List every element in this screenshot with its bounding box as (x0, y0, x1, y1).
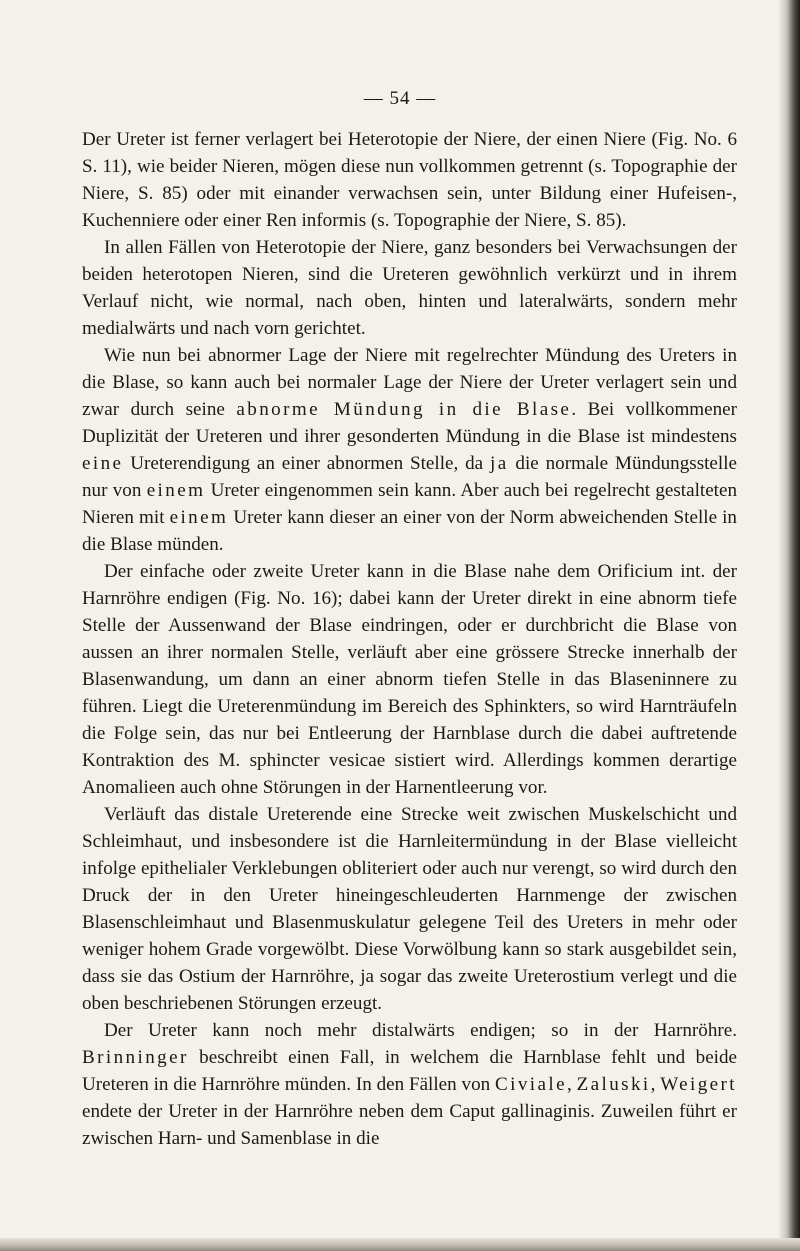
text-run: beschreibt einen Fall, in welchem die Harnblase fehlt und beide Ureteren in die Harnröhre münden. In den Fällen von (82, 1047, 737, 1095)
emphasized-text: einem (169, 507, 229, 528)
text-run: Ureter kann dieser an einer von der Norm abweichenden Stelle in die Blase münden. (82, 507, 737, 555)
page-number: — 54 — (363, 88, 437, 109)
emphasized-text: Zaluski (576, 1074, 651, 1095)
emphasized-text: abnorme Mündung in die Blase (236, 399, 572, 420)
text-run: die normale Mündungsstelle nur von (82, 453, 737, 501)
text-run: Ureter eingenommen sein kann. Aber auch bei regelrecht gestalteten Nieren mit (82, 480, 738, 528)
emphasized-text: einem (146, 480, 206, 501)
paragraph (82, 234, 737, 342)
paragraph (82, 342, 737, 558)
paragraph (82, 1017, 737, 1152)
text-run: Der einfache oder zweite Ureter kann in die Blase nahe dem Orificium int. der Harnröhre endigen (Fig. No. 16); dabei kann der Ureter direkt in eine abnorm tiefe Stelle der Aussenwand der Blase eindringen, oder er durchbricht die Blase von aussen an ihrer normalen Stelle, verläuft aber eine grössere Strecke innerhalb der Blasenwandung, um dann an einer abnorm tiefen Stelle in das Blaseninnere zu führen. Liegt die Ureterenmündung im Bereich des Sphinkters, so wird Harnträufeln die Folge sein, das nur bei Entleerung der Harnblase durch die dabei auftretende Kontraktion des M. sphincter vesicae sistiert wird. Allerdings kommen derartige Anomalieen auch ohne Störungen in der Harnentleerung vor. (82, 561, 737, 798)
binding-edge-shadow (778, 0, 800, 1251)
text-run: endete der Ureter in der Harnröhre neben dem Caput gallinaginis. Zuweilen führt er zwischen Harn- und Samenblase in die (82, 1101, 737, 1149)
paragraph (82, 801, 737, 1017)
paragraph (82, 126, 737, 234)
emphasized-text: Civiale (495, 1074, 567, 1095)
emphasized-text: Brinninger (82, 1047, 189, 1068)
emphasized-text: ja (489, 453, 509, 474)
text-run: , (650, 1074, 661, 1095)
body-text (82, 126, 737, 1152)
text-run: Ureterendigung an einer abnormen Stelle, da (123, 453, 490, 474)
text-run: Wie nun bei abnormer Lage der Niere mit regelrechter Mündung des Ureters in die Blase, so kann auch bei normaler Lage der Niere der Ureter verlagert sein und zwar durch seine (82, 345, 737, 420)
paragraph (82, 558, 737, 801)
text-run: Der Ureter ist ferner verlagert bei Heterotopie der Niere, der einen Niere (Fig. No. 6 S. 11), wie beider Nieren, mögen diese nun vollkommen getrennt (s. Topographie der Niere, S. 85) oder mit einander verwachsen sein, unter Bildung einer Hufeisen-, Kuchenniere oder einer Ren informis (s. Topographie der Niere, S. 85). (82, 129, 737, 231)
emphasized-text: Weigert (660, 1074, 738, 1095)
text-run: , (566, 1074, 577, 1095)
emphasized-text: eine (82, 453, 124, 474)
text-run: Der Ureter kann noch mehr distalwärts endigen; so in der Harnröhre. (104, 1020, 737, 1041)
page-bottom-edge (0, 1238, 800, 1251)
text-run: Verläuft das distale Ureterende eine Strecke weit zwischen Muskelschicht und Schleimhaut, und insbesondere ist die Harnleitermündung in der Blase vielleicht infolge epithelialer Verklebungen obliteriert oder auch nur verengt, so wird durch den Druck der in den Ureter hineingeschleuderten Harnmenge der zwischen Blasenschleimhaut und Blasenmuskulatur gelegene Teil des Ureters in mehr oder weniger hohem Grade vorgewölbt. Diese Vorwölbung kann so stark ausgebildet sein, dass sie das Ostium der Harnröhre, ja sogar das zweite Ureterostium verlegt und die oben beschriebenen Störungen erzeugt. (82, 804, 737, 1014)
text-run: In allen Fällen von Heterotopie der Niere, ganz besonders bei Verwachsungen der beiden heterotopen Nieren, sind die Ureteren gewöhnlich verkürzt und in ihrem Verlauf nicht, wie normal, nach oben, hinten und lateralwärts, sondern mehr medialwärts und nach vorn gerichtet. (82, 237, 737, 339)
text-run: . Bei vollkommener Duplizität der Ureteren und ihrer gesonderten Mündung in die Blase ist mindestens (82, 399, 737, 447)
